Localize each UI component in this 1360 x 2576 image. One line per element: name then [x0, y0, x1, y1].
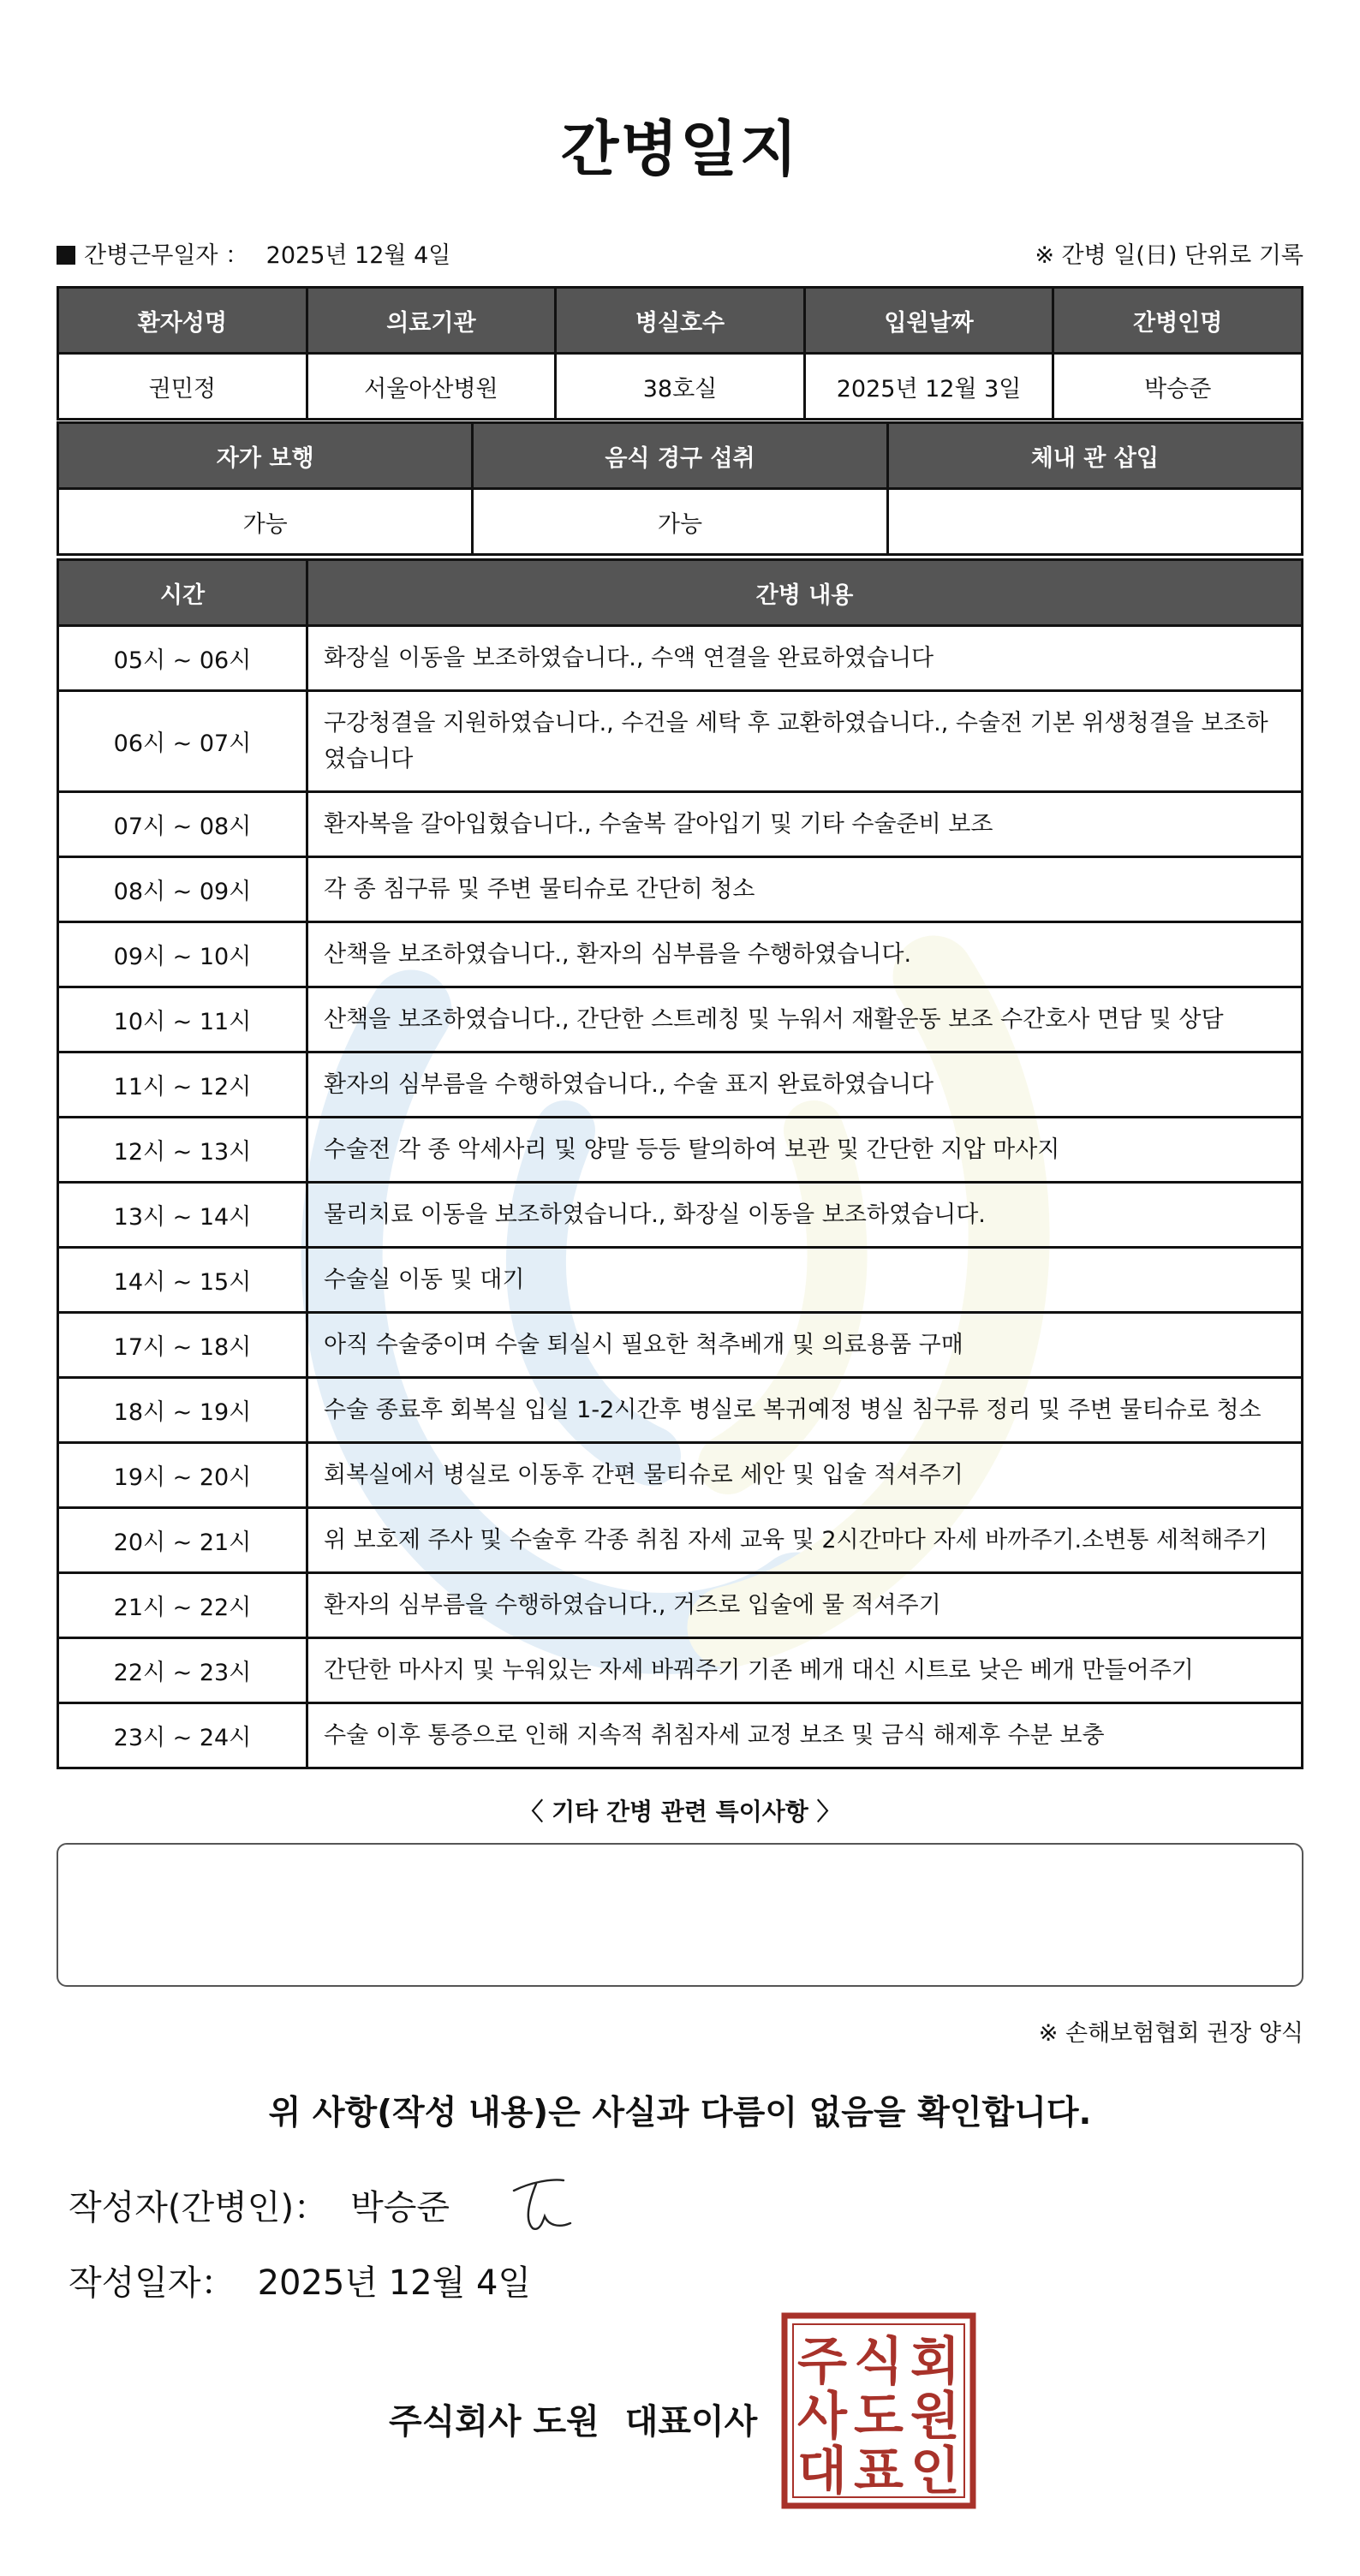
confirmation-statement: 위 사항(작성 내용)은 사실과 다름이 없음을 확인합니다. [268, 2094, 1092, 2132]
svg-text:원: 원 [910, 2387, 960, 2447]
log-time: 21시 ~ 22시 [58, 1573, 307, 1638]
table-row [58, 626, 1303, 691]
log-content: 간단한 마사지 및 누워있는 자세 바꿔주기 기존 베개 대신 시트로 낮은 베개 만들어주기 [307, 1638, 1303, 1703]
room-number: 38호실 [556, 354, 805, 420]
log-content: 수술 종료후 회복실 입실 1-2시간후 병실로 복귀예정 병실 침구류 정리 및 주변 물티슈로 청소 [307, 1378, 1303, 1443]
table-row [58, 1183, 1303, 1248]
write-date-value: 2025년 12월 4일 [257, 2263, 532, 2303]
header-admission-date: 입원날짜 [804, 288, 1053, 354]
company-name: 주식회사 도원 [389, 2402, 599, 2442]
svg-text:대: 대 [797, 2442, 847, 2501]
log-content: 환자복을 갈아입혔습니다., 수술복 갈아입기 및 기타 수술준비 보조 [307, 792, 1303, 857]
log-content: 각 종 침구류 및 주변 물티슈로 간단히 청소 [307, 857, 1303, 922]
patient-name: 권민정 [58, 354, 307, 420]
log-time: 08시 ~ 09시 [58, 857, 307, 922]
log-time: 10시 ~ 11시 [58, 987, 307, 1052]
log-time: 17시 ~ 18시 [58, 1313, 307, 1378]
log-time: 12시 ~ 13시 [58, 1118, 307, 1183]
tube-insertion-value [887, 489, 1302, 555]
writer-name: 박승준 [350, 2188, 450, 2227]
patient-ability-table [57, 421, 1303, 556]
care-log-table [57, 558, 1303, 1769]
patient-info-table [57, 286, 1303, 420]
other-notes-box [57, 1843, 1303, 1987]
hospital-name: 서울아산병원 [307, 354, 556, 420]
table-row [58, 1313, 1303, 1378]
oral-intake-value: 가능 [473, 489, 887, 555]
svg-text:인: 인 [910, 2442, 960, 2501]
table-row [58, 1052, 1303, 1118]
log-content: 아직 수술중이며 수술 퇴실시 필요한 척추베개 및 의료용품 구매 [307, 1313, 1303, 1378]
header-oral-intake: 음식 경구 섭취 [473, 423, 887, 489]
writer-line [69, 2180, 450, 2229]
header-tube-insertion: 체내 관 삽입 [887, 423, 1302, 489]
signature-icon [498, 2172, 593, 2240]
table-row [58, 691, 1303, 792]
caregiver-name: 박승준 [1053, 354, 1303, 420]
table-row [58, 857, 1303, 922]
association-form-note: ※ 손해보험협회 권장 양식 [1038, 2020, 1303, 2047]
log-time: 20시 ~ 21시 [58, 1508, 307, 1573]
table-row [58, 922, 1303, 987]
header-caregiver-name: 간병인명 [1053, 288, 1303, 354]
log-content: 화장실 이동을 보조하였습니다., 수액 연결을 완료하였습니다 [307, 626, 1303, 691]
log-time: 14시 ~ 15시 [58, 1248, 307, 1313]
log-content: 수술전 각 종 악세사리 및 양말 등등 탈의하여 보관 및 간단한 지압 마사지 [307, 1118, 1303, 1183]
log-time: 19시 ~ 20시 [58, 1443, 307, 1508]
header-self-walking: 자가 보행 [58, 423, 473, 489]
log-content: 환자의 심부름을 수행하였습니다., 거즈로 입술에 물 적셔주기 [307, 1573, 1303, 1638]
log-content: 산책을 보조하였습니다., 간단한 스트레칭 및 누워서 재활운동 보조 수간호사 면담 및 상담 [307, 987, 1303, 1052]
square-bullet-icon [57, 246, 75, 265]
other-notes-title: 〈 기타 간병 관련 특이사항 〉 [519, 1798, 841, 1826]
write-date-line [69, 2256, 531, 2305]
page-title: 간병일지 [560, 114, 800, 184]
admission-date: 2025년 12월 3일 [804, 354, 1053, 420]
log-content: 산책을 보조하였습니다., 환자의 심부름을 수행하였습니다. [307, 922, 1303, 987]
log-content: 수술실 이동 및 대기 [307, 1248, 1303, 1313]
work-date-label: 간병근무일자 ： [84, 242, 249, 269]
log-content: 물리치료 이동을 보조하였습니다., 화장실 이동을 보조하였습니다. [307, 1183, 1303, 1248]
representative-title: 대표이사 [624, 2402, 758, 2442]
company-line [389, 2394, 757, 2443]
log-content: 회복실에서 병실로 이동후 간편 물티슈로 세안 및 입술 적셔주기 [307, 1443, 1303, 1508]
svg-text:주: 주 [797, 2332, 847, 2392]
log-content: 환자의 심부름을 수행하였습니다., 수술 표지 완료하였습니다 [307, 1052, 1303, 1118]
work-date [57, 236, 450, 270]
table-row [58, 1378, 1303, 1443]
log-time: 18시 ~ 19시 [58, 1378, 307, 1443]
svg-text:식: 식 [854, 2332, 904, 2392]
header-room: 병실호수 [556, 288, 805, 354]
log-time: 11시 ~ 12시 [58, 1052, 307, 1118]
svg-text:도: 도 [854, 2387, 904, 2447]
log-time: 23시 ~ 24시 [58, 1703, 307, 1768]
table-row [58, 792, 1303, 857]
header-hospital: 의료기관 [307, 288, 556, 354]
svg-text:표: 표 [854, 2442, 904, 2501]
table-row [58, 1508, 1303, 1573]
table-row [58, 1443, 1303, 1508]
table-row [58, 1638, 1303, 1703]
table-row [58, 1703, 1303, 1768]
log-time: 07시 ~ 08시 [58, 792, 307, 857]
write-date-label: 작성일자： [69, 2263, 236, 2303]
log-content: 수술 이후 통증으로 인해 지속적 취침자세 교정 보조 및 금식 해제후 수분 보충 [307, 1703, 1303, 1768]
log-time: 22시 ~ 23시 [58, 1638, 307, 1703]
table-row [58, 1573, 1303, 1638]
log-content: 구강청결을 지원하였습니다., 수건을 세탁 후 교환하였습니다., 수술전 기본 위생청결을 보조하였습니다 [307, 691, 1303, 792]
company-seal-icon [781, 2312, 976, 2509]
header-patient-name: 환자성명 [58, 288, 307, 354]
log-time: 06시 ~ 07시 [58, 691, 307, 792]
writer-label: 작성자(간병인)： [69, 2188, 329, 2227]
table-row [58, 1118, 1303, 1183]
meta-row [57, 236, 1303, 271]
daily-record-note: ※ 간병 일(日) 단위로 기록 [1035, 242, 1303, 269]
header-time: 시간 [58, 560, 307, 626]
log-content: 위 보호제 주사 및 수술후 각종 취침 자세 교육 및 2시간마다 자세 바까주기.소변통 세척해주기 [307, 1508, 1303, 1573]
svg-text:회: 회 [910, 2332, 960, 2392]
log-time: 09시 ~ 10시 [58, 922, 307, 987]
table-row [58, 1248, 1303, 1313]
svg-text:사: 사 [797, 2387, 847, 2447]
table-row [58, 987, 1303, 1052]
header-care-content: 간병 내용 [307, 560, 1303, 626]
work-date-value: 2025년 12월 4일 [265, 242, 451, 269]
self-walking-value: 가능 [58, 489, 473, 555]
log-time: 13시 ~ 14시 [58, 1183, 307, 1248]
log-time: 05시 ~ 06시 [58, 626, 307, 691]
